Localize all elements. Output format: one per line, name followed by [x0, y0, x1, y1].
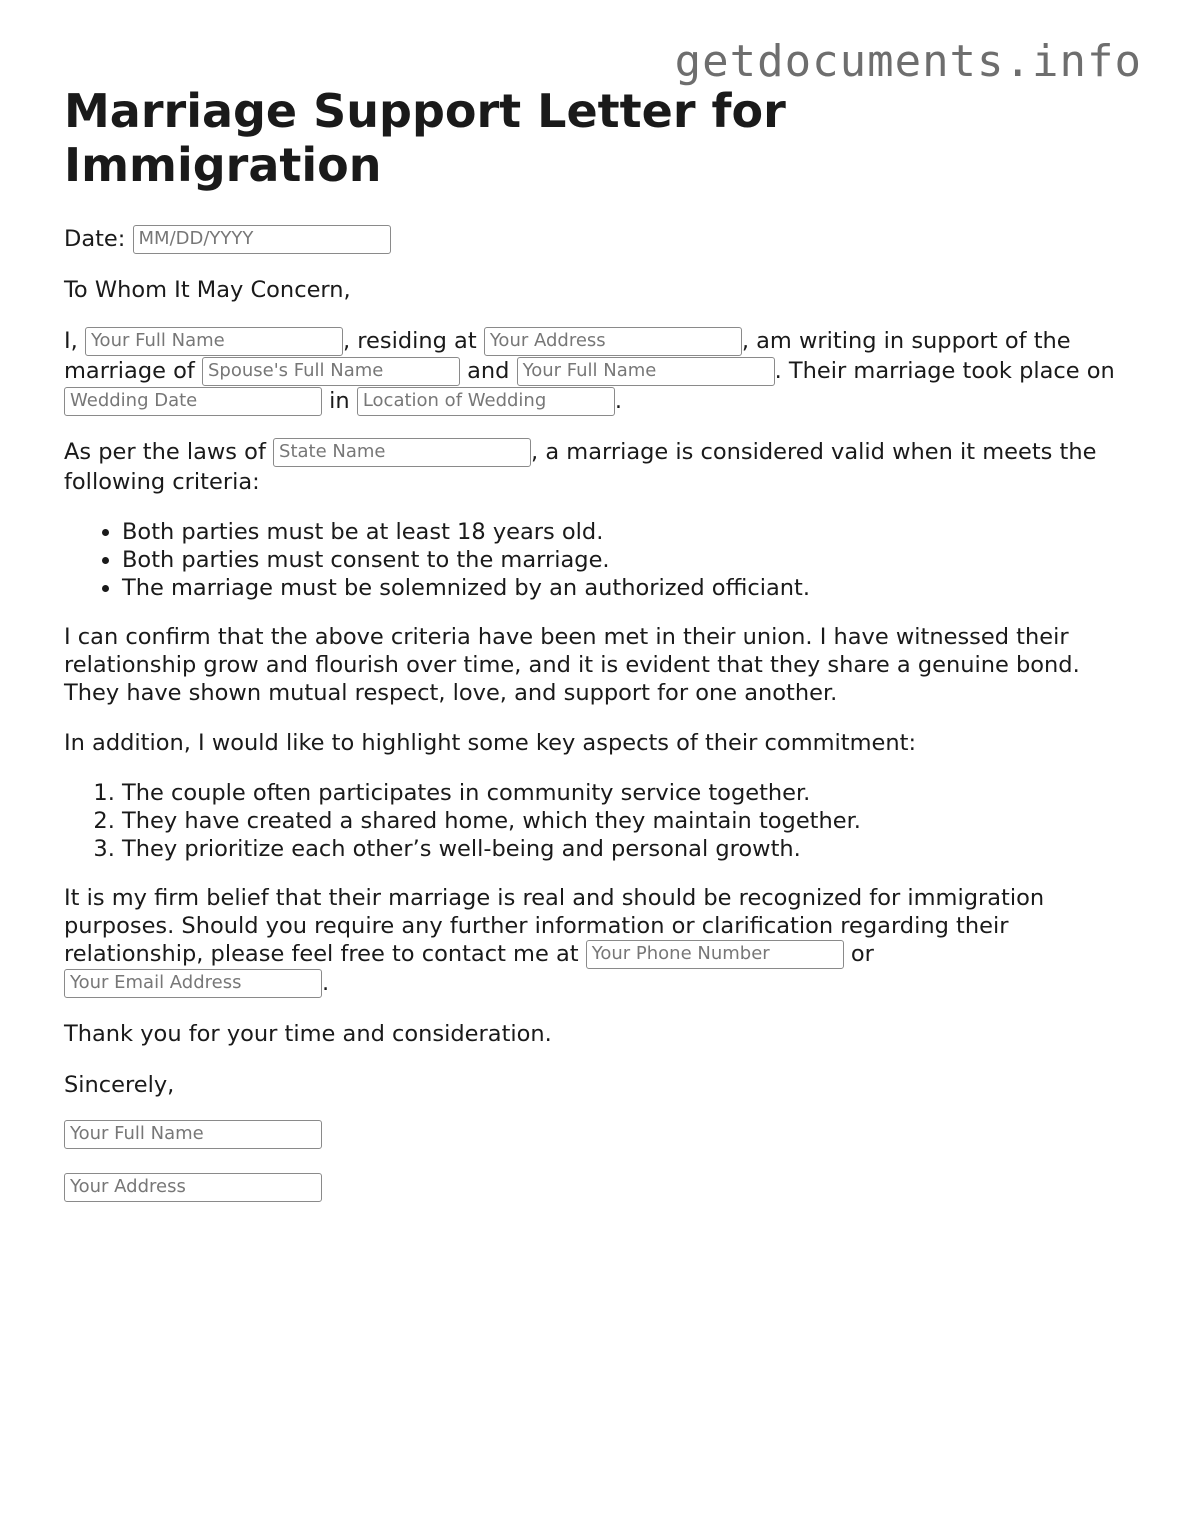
intro-text-6: in	[322, 388, 357, 414]
signature-address-field[interactable]: Your Address	[64, 1173, 322, 1202]
address-field[interactable]: Your Address	[484, 327, 742, 356]
list-item: 2. They have created a shared home, which they maintain together.	[122, 807, 1124, 835]
state-name-field[interactable]: State Name	[273, 438, 531, 467]
list-item: • Both parties must consent to the marriage.	[122, 546, 1124, 574]
thanks-line: Thank you for your time and consideration.	[64, 1021, 552, 1047]
full-name-field[interactable]: Your Full Name	[85, 327, 343, 356]
list-item: • The marriage must be solemnized by an authorized officiant.	[122, 574, 1124, 602]
spouse-name-field[interactable]: Spouse's Full Name	[202, 357, 460, 386]
list-item: • Both parties must be at least 18 years old.	[122, 518, 1124, 546]
date-label: Date:	[64, 226, 126, 252]
intro-text-4: and	[459, 358, 517, 384]
date-line	[64, 224, 1124, 254]
intro-text-7: .	[614, 388, 622, 414]
list-item: 3. They prioritize each other’s well-being and personal growth.	[122, 835, 1124, 863]
intro-text-5: . Their marriage took place on	[774, 358, 1115, 384]
belief-text-3: .	[322, 970, 330, 996]
criteria-list	[64, 518, 1124, 602]
belief-text-2: or	[843, 941, 874, 967]
intro-paragraph	[64, 326, 1124, 416]
list-item: 1. The couple often participates in community service together.	[122, 779, 1124, 807]
watermark: getdocuments.info	[674, 36, 1142, 87]
date-field[interactable]: MM/DD/YYYY	[133, 225, 391, 254]
commitments-list	[64, 779, 1124, 863]
page-title: Marriage Support Letter for Immigration	[64, 84, 786, 192]
wedding-location-field[interactable]: Location of Wedding	[357, 387, 615, 416]
intro-text-1: I,	[64, 328, 85, 354]
addition-paragraph: In addition, I would like to highlight some key aspects of their commitment:	[64, 730, 917, 756]
intro-text-2: , residing at	[342, 328, 484, 354]
phone-field[interactable]: Your Phone Number	[586, 940, 844, 969]
belief-paragraph	[64, 884, 1124, 998]
signature-name-field[interactable]: Your Full Name	[64, 1120, 322, 1149]
laws-paragraph	[64, 437, 1124, 497]
intro-text-3: , am writing in support of the marriage of	[64, 328, 1071, 384]
closing-line: Sincerely,	[64, 1072, 175, 1098]
second-full-name-field[interactable]: Your Full Name	[517, 357, 775, 386]
email-field[interactable]: Your Email Address	[64, 969, 322, 998]
confirm-paragraph: I can confirm that the above criteria have been met in their union. I have witnessed their relationship grow and flourish over time, and it is evident that they share a genuine bond. They have shown mutual respect, love, and support for one another.	[64, 624, 1080, 706]
letter-page	[64, 84, 1124, 1226]
wedding-date-field[interactable]: Wedding Date	[64, 387, 322, 416]
laws-text-1: As per the laws of	[64, 439, 274, 465]
belief-text-1: It is my firm belief that their marriage is real and should be recognized for immigration purposes. Should you require any further information or clarification regarding their relationship, please feel free to contact me at	[64, 885, 1045, 967]
greeting: To Whom It May Concern,	[64, 277, 351, 303]
laws-text-2: , a marriage is considered valid when it meets the following criteria:	[64, 439, 1097, 495]
